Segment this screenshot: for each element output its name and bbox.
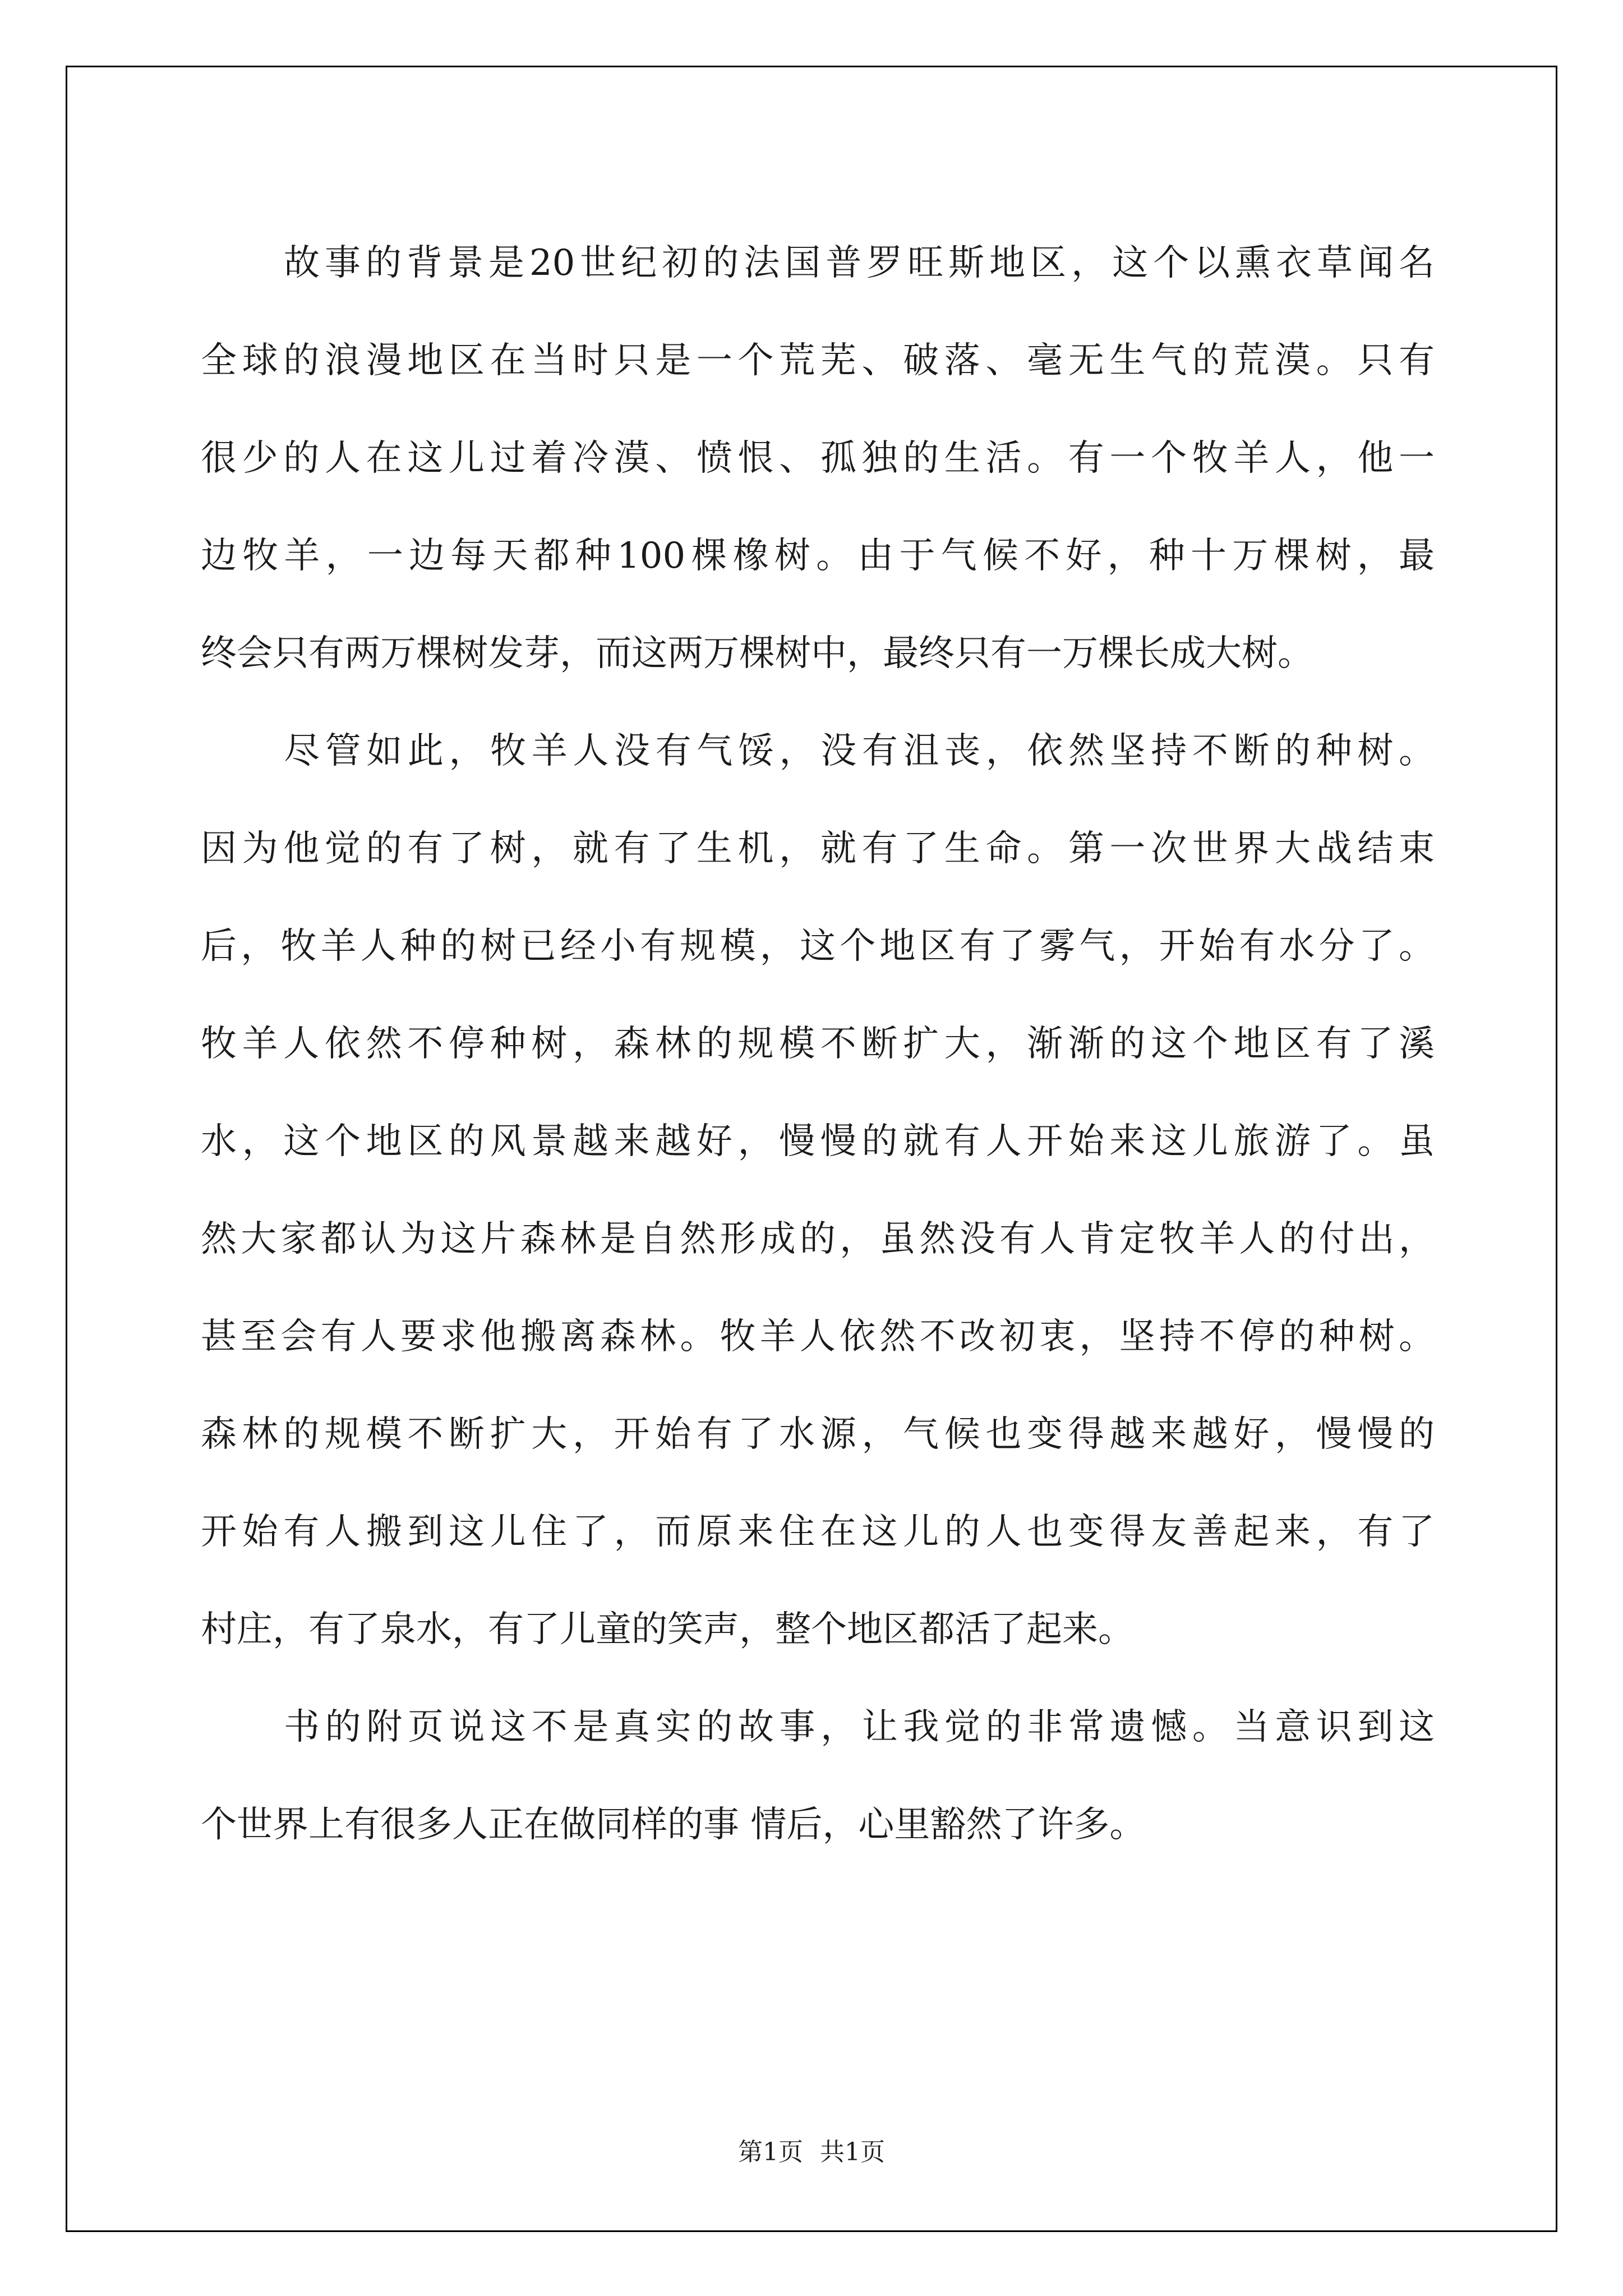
paragraph-2 [201,702,1435,1678]
text-line: 开始有人搬到这儿住了，而原来住在这儿的人也变得友善起来，有了 [201,1511,1435,1553]
paragraph-3 [201,1678,1435,1874]
text-line: 很少的人在这儿过着冷漠、愤恨、孤独的生活。有一个牧羊人，他一 [201,438,1435,479]
text-line: 个世界上有很多人正在做同样的事 情后，心里豁然了许多。 [201,1804,1146,1846]
page-number-current: 第1页 [738,2138,803,2166]
text-line: 终会只有两万棵树发芽，而这两万棵树中，最终只有一万棵长成大树。 [201,633,1313,674]
text-line: 森林的规模不断扩大，开始有了水源，气候也变得越来越好，慢慢的 [201,1414,1435,1455]
page-number-total: 共1页 [820,2138,885,2166]
text-line: 然大家都认为这片森林是自然形成的，虽然没有人肯定牧羊人的付出， [201,1218,1435,1260]
text-line: 边牧羊，一边每天都种100棵橡树。由于气候不好，种十万棵树，最 [201,535,1435,577]
paragraph-1 [201,214,1435,702]
text-line: 故事的背景是20世纪初的法国普罗旺斯地区，这个以熏衣草闻名 [284,242,1435,284]
page-footer [0,2132,1623,2168]
text-line: 书的附页说这不是真实的故事，让我觉的非常遗憾。当意识到这 [284,1706,1435,1748]
text-line: 后，牧羊人种的树已经小有规模，这个地区有了雾气，开始有水分了。 [201,926,1435,967]
text-line: 尽管如此，牧羊人没有气馁，没有沮丧，依然坚持不断的种树。 [284,730,1435,772]
text-line: 因为他觉的有了树，就有了生机，就有了生命。第一次世界大战结束 [201,828,1435,869]
document-body [201,214,1435,1874]
text-line: 村庄，有了泉水，有了儿童的笑声，整个地区都活了起来。 [201,1609,1134,1650]
text-line: 甚至会有人要求他搬离森林。牧羊人依然不改初衷，坚持不停的种树。 [201,1316,1435,1358]
text-line: 水，这个地区的风景越来越好，慢慢的就有人开始来这儿旅游了。虽 [201,1121,1435,1162]
text-line: 牧羊人依然不停种树，森林的规模不断扩大，渐渐的这个地区有了溪 [201,1023,1435,1065]
text-line: 全球的浪漫地区在当时只是一个荒芜、破落、毫无生气的荒漠。只有 [201,340,1435,381]
